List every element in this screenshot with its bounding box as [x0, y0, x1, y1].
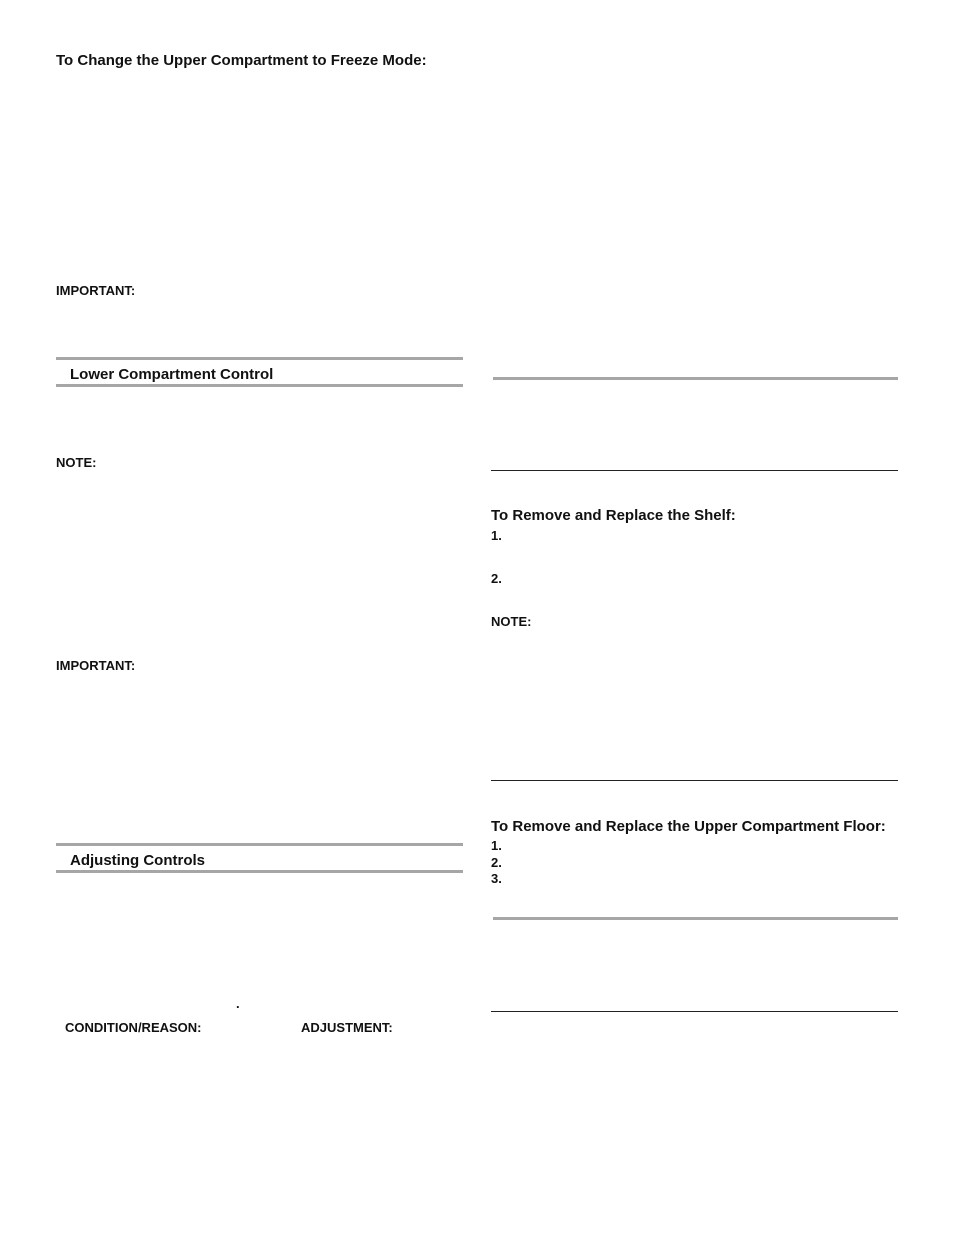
- divider-thick: [493, 377, 898, 380]
- divider-thin: [491, 1011, 898, 1012]
- section-rule-bottom: [56, 384, 463, 387]
- divider-thick: [493, 917, 898, 920]
- table-header-adjustment: ADJUSTMENT:: [301, 1020, 393, 1035]
- floor-step-3-number: 3.: [491, 871, 502, 886]
- shelf-heading: To Remove and Replace the Shelf:: [491, 507, 736, 524]
- section-rule-bottom: [56, 870, 463, 873]
- floor-step-2-number: 2.: [491, 855, 502, 870]
- section-title: Adjusting Controls: [70, 852, 205, 869]
- divider-thin: [491, 780, 898, 781]
- freeze-mode-heading: To Change the Upper Compartment to Freeze Mode:: [56, 52, 427, 69]
- note-label: NOTE:: [56, 455, 97, 470]
- shelf-note-label: NOTE:: [491, 614, 532, 629]
- shelf-step-2-number: 2.: [491, 571, 502, 586]
- section-title: Lower Compartment Control: [70, 366, 274, 383]
- floor-heading: To Remove and Replace the Upper Compartment Floor:: [491, 818, 886, 835]
- floor-step-1-number: 1.: [491, 838, 502, 853]
- important-label: IMPORTANT:: [56, 283, 136, 298]
- lower-compartment-control-section: [56, 357, 463, 387]
- table-header-condition: CONDITION/REASON:: [65, 1020, 202, 1035]
- shelf-step-1-number: 1.: [491, 528, 502, 543]
- important-label-2: IMPORTANT:: [56, 658, 136, 673]
- divider-thin: [491, 470, 898, 471]
- adjusting-controls-section: [56, 843, 463, 873]
- period-mark: .: [236, 996, 240, 1011]
